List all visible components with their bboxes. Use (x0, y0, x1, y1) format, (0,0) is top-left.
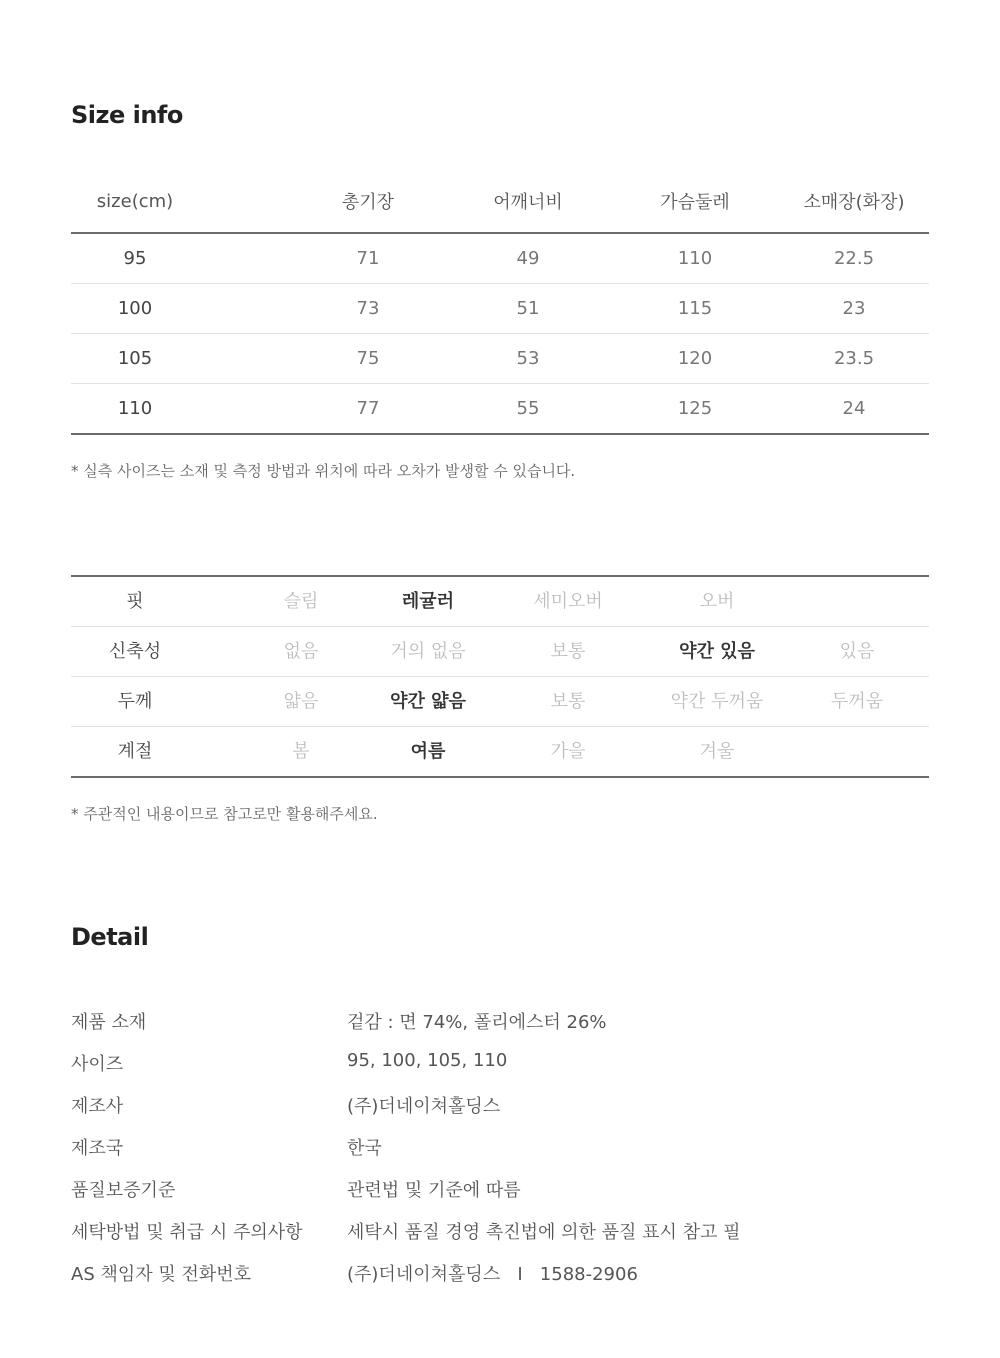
detail-row (71, 1134, 929, 1176)
detail-row (71, 1050, 929, 1092)
detail-value: 관련법 및 기준에 따름 (347, 1180, 521, 1201)
fit-row (71, 577, 929, 627)
fit-label: 핏 (126, 591, 144, 612)
chest-value: 110 (677, 248, 713, 269)
fit-option: 겨울 (699, 741, 735, 762)
total-length-value: 73 (356, 298, 380, 319)
total-length-value: 71 (356, 248, 380, 269)
detail-value: (주)더네이쳐홀딩스 (347, 1096, 501, 1117)
detail-key: 사이즈 (71, 1054, 124, 1075)
fit-option-selected: 여름 (410, 741, 446, 762)
size-table (71, 170, 929, 435)
sleeve-length-value: 24 (842, 398, 866, 419)
fit-option-selected: 약간 있음 (679, 641, 755, 662)
detail-key: AS 책임자 및 전화번호 (71, 1264, 252, 1285)
fit-option: 보통 (550, 691, 586, 712)
fit-option-selected: 레귤러 (401, 591, 455, 612)
fit-note: * 주관적인 내용이므로 참고로만 활용해주세요. (71, 805, 378, 823)
detail-value: 세탁시 품질 경영 촉진법에 의한 품질 표시 참고 필 (347, 1222, 741, 1243)
chest-value: 115 (677, 298, 713, 319)
sleeve-length-value: 23.5 (833, 348, 875, 369)
size-value: 100 (117, 298, 153, 319)
fit-option: 오버 (699, 591, 735, 612)
fit-option: 없음 (283, 641, 319, 662)
detail-row (71, 1176, 929, 1218)
shoulder-width-value: 53 (516, 348, 540, 369)
fit-option: 세미오버 (533, 591, 603, 612)
fit-row (71, 627, 929, 677)
fit-table (71, 575, 929, 778)
fit-option: 거의 없음 (390, 641, 466, 662)
fit-option: 보통 (550, 641, 586, 662)
size-note: * 실측 사이즈는 소재 및 측정 방법과 위치에 따라 오차가 발생할 수 있습니다. (71, 462, 576, 480)
detail-title: Detail (71, 923, 149, 951)
fit-option: 가을 (550, 741, 586, 762)
fit-option: 슬림 (283, 591, 319, 612)
fit-label: 신축성 (108, 641, 162, 662)
total-length-value: 77 (356, 398, 380, 419)
detail-key: 제조국 (71, 1138, 124, 1159)
fit-option: 두꺼움 (830, 691, 884, 712)
table-row (71, 384, 929, 435)
shoulder-width-value: 55 (516, 398, 540, 419)
fit-label: 계절 (117, 741, 153, 762)
detail-row (71, 1260, 929, 1302)
size-value: 95 (123, 248, 147, 269)
detail-value: (주)더네이쳐홀딩스 I 1588-2906 (347, 1264, 638, 1285)
detail-row (71, 1008, 929, 1050)
detail-list (71, 1008, 929, 1302)
table-row (71, 234, 929, 284)
header-shoulder-width: 어깨너비 (493, 192, 563, 213)
detail-row (71, 1218, 929, 1260)
detail-row (71, 1092, 929, 1134)
shoulder-width-value: 49 (516, 248, 540, 269)
fit-option: 봄 (292, 741, 310, 762)
size-info-title: Size info (71, 101, 183, 129)
detail-key: 세탁방법 및 취급 시 주의사항 (71, 1222, 303, 1243)
detail-value: 95, 100, 105, 110 (347, 1050, 508, 1071)
shoulder-width-value: 51 (516, 298, 540, 319)
fit-row (71, 727, 929, 778)
fit-label: 두께 (117, 691, 153, 712)
detail-value: 한국 (347, 1138, 382, 1159)
header-size: size(cm) (96, 190, 174, 212)
fit-option: 약간 두꺼움 (670, 691, 764, 712)
header-chest: 가슴둘레 (660, 192, 730, 213)
fit-option: 얇음 (283, 691, 319, 712)
sleeve-length-value: 23 (842, 298, 866, 319)
chest-value: 125 (677, 398, 713, 419)
detail-key: 제조사 (71, 1096, 124, 1117)
sleeve-length-value: 22.5 (833, 248, 875, 269)
size-table-header (71, 170, 929, 234)
total-length-value: 75 (356, 348, 380, 369)
detail-value: 겉감 : 면 74%, 폴리에스터 26% (347, 1012, 607, 1033)
fit-row (71, 677, 929, 727)
table-row (71, 284, 929, 334)
fit-option: 있음 (839, 641, 875, 662)
detail-key: 품질보증기준 (71, 1180, 176, 1201)
size-value: 105 (117, 348, 153, 369)
fit-option-selected: 약간 얇음 (390, 691, 466, 712)
size-value: 110 (117, 398, 153, 419)
header-sleeve-length: 소매장(화장) (803, 192, 905, 213)
chest-value: 120 (677, 348, 713, 369)
detail-key: 제품 소재 (71, 1012, 147, 1033)
header-total-length: 총기장 (341, 192, 395, 213)
table-row (71, 334, 929, 384)
